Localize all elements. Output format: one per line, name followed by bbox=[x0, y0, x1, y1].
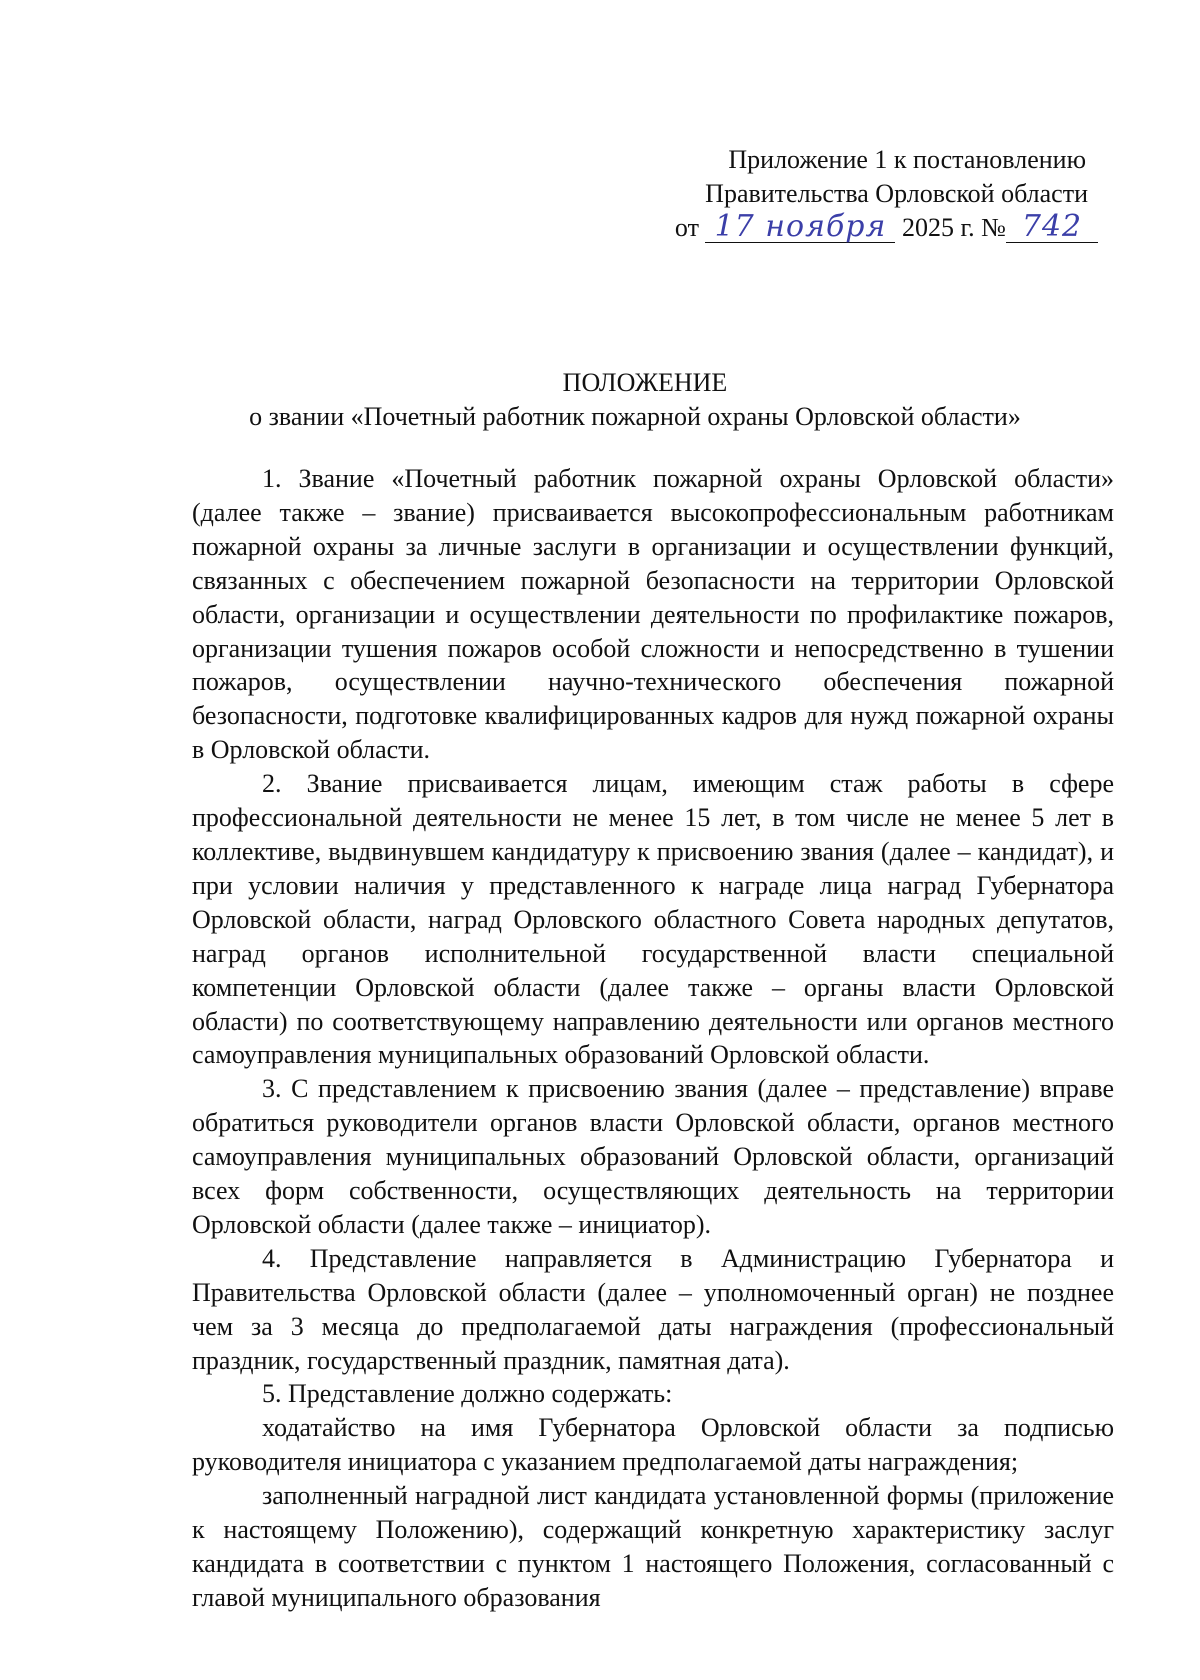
appendix-header bbox=[640, 143, 1110, 245]
paragraph: 1. Звание «Почетный работник пожарной охраны Орловской области» (далее также – звание) присваивается высокопрофессиональным работникам пожарной охраны за личные заслуги в организации и осуществлении функций, связанных с обеспечением пожарной безопасности на территории Орловской области, организации и осуществлении деятельности по профилактике пожаров, организации тушения пожаров особой сложности и непосредственно в тушении пожаров, осуществлении научно-технического обеспечения пожарной безопасности, подготовке квалифицированных кадров для нужд пожарной охраны в Орловской области. bbox=[192, 464, 1114, 765]
document-title bbox=[0, 366, 1200, 434]
title-subtitle: о звании «Почетный работник пожарной охраны Орловской области» bbox=[249, 402, 1021, 431]
title-heading: ПОЛОЖЕНИЕ bbox=[562, 368, 728, 397]
date-line bbox=[640, 211, 1110, 245]
handwritten-number: 742 bbox=[1021, 209, 1083, 244]
paragraph: 5. Представление должно содержать: bbox=[262, 1379, 673, 1409]
appendix-line: Приложение 1 к постановлению bbox=[728, 145, 1086, 174]
paragraph: заполненный наградной лист кандидата установленной формы (приложение к настоящему Положению), содержащий конкретную характеристику заслуг кандидата в соответствии с пунктом 1 настоящего Положения, согласованный с главой муниципального образования bbox=[192, 1481, 1114, 1612]
date-field bbox=[705, 209, 895, 244]
date-prefix: от bbox=[674, 213, 699, 242]
paragraph: 2. Звание присваивается лицам, имеющим стаж работы в сфере профессиональной деятельности не менее 15 лет, в том числе не менее 5 лет в коллективе, выдвинувшем кандидатуру к присвоению звания (далее – кандидат), и при условии наличия у представленного к награде лица наград Губернатора Орловской области, наград Орловского областного Совета народных депутатов, наград органов исполнительной государственной власти специальной компетенции Орловской области (далее также – органы власти Орловской области) по соответствующему направлению деятельности или органов местного самоуправления муниципальных образований Орловской области. bbox=[192, 769, 1114, 1070]
paragraph: 3. С представлением к присвоению звания (далее – представление) вправе обратиться руководители органов власти Орловской области, органов местного самоуправления муниципальных образований Орловской области, организаций всех форм собственности, осуществляющих деятельность на территории Орловской области (далее также – инициатор). bbox=[192, 1074, 1114, 1239]
document-body bbox=[192, 462, 1114, 1615]
handwritten-date: 17 ноября bbox=[714, 209, 887, 244]
paragraph: ходатайство на имя Губернатора Орловской области за подписью руководителя инициатора с указанием предполагаемой даты награждения; bbox=[192, 1413, 1114, 1477]
year-number-label: 2025 г. № bbox=[901, 213, 1006, 242]
number-field bbox=[1006, 209, 1098, 244]
paragraph: 4. Представление направляется в Администрацию Губернатора и Правительства Орловской области (далее – уполномоченный орган) не позднее чем за 3 месяца до предполагаемой даты награждения (профессиональный праздник, государственный праздник, памятная дата). bbox=[192, 1243, 1114, 1375]
government-line: Правительства Орловской области bbox=[705, 179, 1088, 208]
